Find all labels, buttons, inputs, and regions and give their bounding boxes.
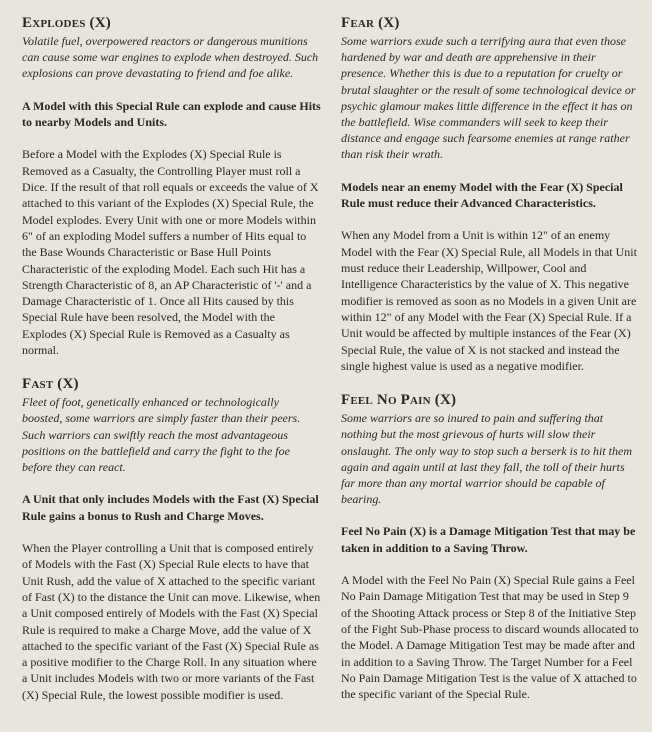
rule-title: Feel No Pain (X) (341, 392, 457, 409)
rule-title: Fast (X) (22, 376, 79, 393)
rule-feel-no-pain (341, 391, 639, 702)
rule-summary: Feel No Pain (X) is a Damage Mitigation Test that may be taken in addition to a Saving Throw. (341, 524, 636, 555)
rule-summary: Models near an enemy Model with the Fear (X) Special Rule must reduce their Advanced Characteristics. (341, 179, 623, 211)
rule-flavour-text: Some warriors exude such a terrifying aura that even those hardened by war and death are apprehensive in their presence. Whether this is due to a reputation for cruelty or brutal slaughter or the result of some technological device or psychic glamour makes little difference in the effect it has on the battlefield. Wise commanders will seek to keep their distance and engage such fearsome enemies at range rather than risk their wrath. (341, 34, 636, 162)
rule-fear (341, 14, 639, 374)
rule-title: Fear (X) (341, 15, 400, 31)
rule-flavour-text: Fleet of foot, genetically enhanced or technologically boosted, some warriors are simply faster than their peers. Such warriors can swiftly reach the most advantageous positions on the battlefield and carry the fight to the foe before they can react. (22, 395, 301, 475)
rule-body: Before a Model with the Explodes (X) Special Rule is Removed as a Casualty, the Controlling Player must roll a Dice. If the result of that roll equals or exceeds the value of X attached to this variant of the Explodes (X) Special Rule, the Model explodes. Every Unit with one or more Models within 6" of an exploding Model suffers a number of Hits equal to the Base Wounds Characteristic or Base Hull Points Characteristic of the exploding Model. Each such Hit has a Strength Characteristic of 8, an AP Characteristic of '-' and a Damage Characteristic of 1. Once all Hits caused by this Special Rule have been resolved, the Model with the Explodes (X) Special Rule is Removed as a Casualty as normal. (22, 147, 319, 357)
rule-fast (22, 375, 322, 703)
rule-body: When the Player controlling a Unit that is composed entirely of Models with the Fast (X) Special Rule elects to have that Unit Rush, add the value of X attached to the specific variant of Fast (X) to the distance the Unit can move. Likewise, when a Unit composed entirely of Models with the Fast (X) Special Rule is required to make a Charge Move, add the value of X attached to the specific variant of the Fast (X) Special Rule as a positive modifier to the Charge Roll. In any situation where a Unit includes Models with two or more variants of the Fast (X) Special Rule, the lowest possible modifier is used. (22, 541, 321, 702)
rule-body: When any Model from a Unit is within 12" of an enemy Model with the Fear (X) Special Rule, all Models in that Unit must reduce their Leadership, Willpower, Cool and Intelligence Characteristics by the value of X. This negative modifier is removed as soon as no Models in a given Unit are within 12" of any Model with the Fear (X) Special Rule. If a Unit would be affected by multiple instances of the Fear (X) Special Rule, the value of X is not stacked and instead the single highest value is used as a negative modifier. (341, 228, 637, 373)
rule-summary: A Unit that only includes Models with the Fast (X) Special Rule gains a bonus to Rush and Charge Moves. (22, 492, 319, 523)
rule-summary: A Model with this Special Rule can explode and cause Hits to nearby Models and Units. (22, 98, 321, 130)
rule-explodes (22, 14, 322, 358)
rule-body: A Model with the Feel No Pain (X) Special Rule gains a Feel No Pain Damage Mitigation Test that may be used in Step 9 of the Shooting Attack process or Step 8 of the Initiative Step of the Fight Sub-Phase process to discard wounds allocated to the Model. A Damage Mitigation Test may be made after and in addition to a Saving Throw. The Target Number for a Feel No Pain Damage Mitigation Test is the value of X attached to the specific variant of the Special Rule. (341, 573, 639, 702)
right-column (341, 14, 639, 703)
rule-title: Explodes (X) (22, 15, 111, 31)
rule-flavour-text: Volatile fuel, overpowered reactors or dangerous munitions can cause some war engines to explode when destroyed. Such explosions can prove devastating to friend and foe alike. (22, 34, 319, 81)
rule-flavour-text: Some warriors are so inured to pain and suffering that nothing but the most grievous of hurts will slow their onslaught. The only way to stop such a berserk is to hit them again and again until at last they fall, the toll of their hurts far more than any mortal warrior should be capable of bearing. (341, 411, 632, 507)
left-column (22, 14, 322, 703)
